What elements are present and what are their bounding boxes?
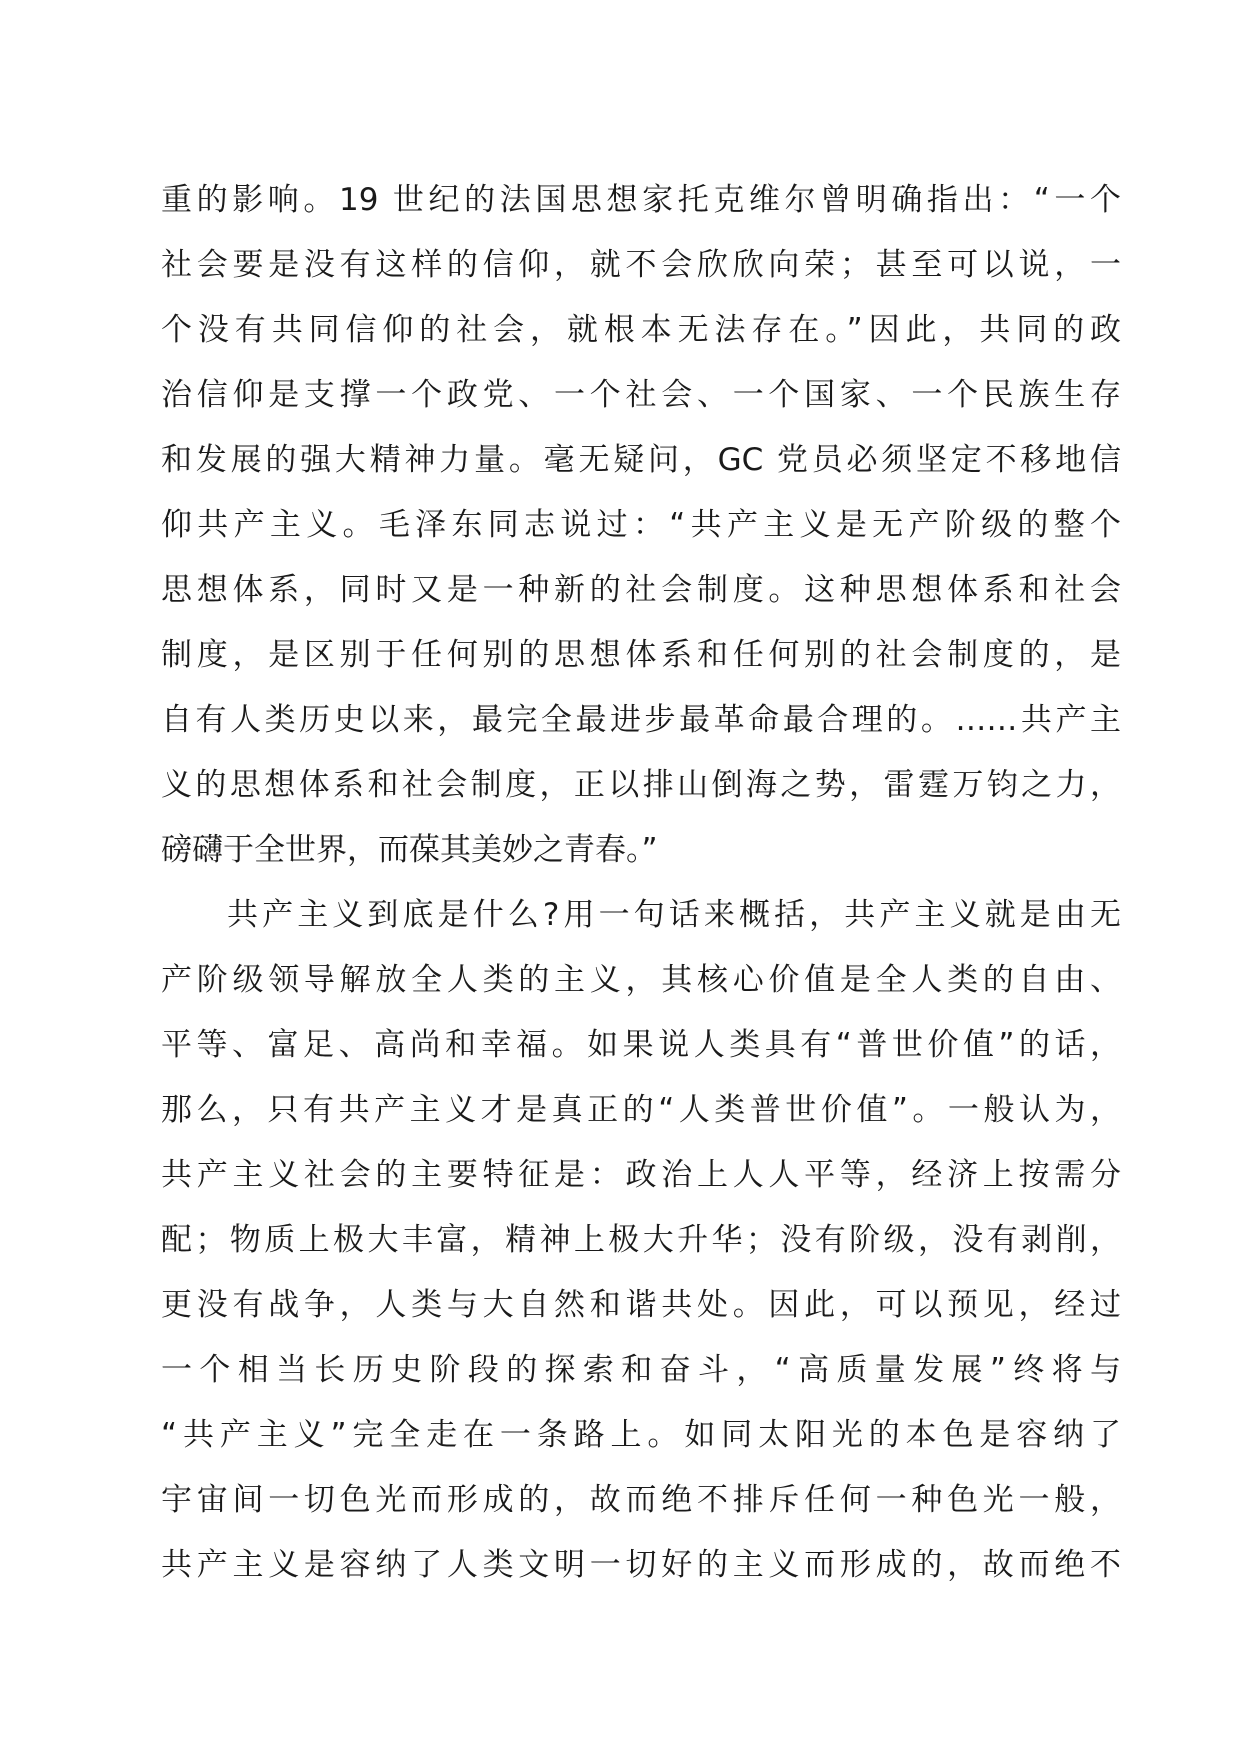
text-line: 思想体系，同时又是一种新的社会制度。这种思想体系和社会 — [161, 572, 1121, 608]
text-line: 自有人类历史以来，最完全最进步最革命最合理的。……共产主 — [161, 702, 1121, 738]
text-line: 共产主义是容纳了人类文明一切好的主义而形成的，故而绝不 — [161, 1547, 1121, 1583]
text-line: 宇宙间一切色光而形成的，故而绝不排斥任何一种色光一般， — [161, 1482, 1121, 1518]
text-line: 仰共产主义。毛泽东同志说过：“共产主义是无产阶级的整个 — [161, 507, 1121, 543]
text-line: 一个相当长历史阶段的探索和奋斗，“高质量发展”终将与 — [161, 1352, 1121, 1388]
text-line: 产阶级领导解放全人类的主义，其核心价值是全人类的自由、 — [161, 962, 1121, 998]
text-line: 制度，是区别于任何别的思想体系和任何别的社会制度的，是 — [161, 637, 1121, 673]
paragraph-2 — [161, 883, 1121, 1598]
text-line: 平等、富足、高尚和幸福。如果说人类具有“普世价值”的话， — [161, 1027, 1121, 1063]
text-line: 重的影响。19 世纪的法国思想家托克维尔曾明确指出：“一个 — [161, 182, 1121, 218]
text-line: 和发展的强大精神力量。毫无疑问，GC 党员必须坚定不移地信 — [161, 442, 1121, 478]
text-line: 治信仰是支撑一个政党、一个社会、一个国家、一个民族生存 — [161, 377, 1121, 413]
paragraph-1 — [161, 168, 1121, 883]
text-line: 义的思想体系和社会制度，正以排山倒海之势，雷霆万钧之力， — [161, 767, 1121, 803]
text-line: “共产主义”完全走在一条路上。如同太阳光的本色是容纳了 — [161, 1417, 1121, 1453]
text-line: 更没有战争，人类与大自然和谐共处。因此，可以预见，经过 — [161, 1287, 1121, 1323]
text-line: 共产主义社会的主要特征是：政治上人人平等，经济上按需分 — [161, 1157, 1121, 1193]
text-line: 配；物质上极大丰富，精神上极大升华；没有阶级，没有剥削， — [161, 1222, 1121, 1258]
text-line: 那么，只有共产主义才是真正的“人类普世价值”。一般认为， — [161, 1092, 1121, 1128]
text-line: 社会要是没有这样的信仰，就不会欣欣向荣；甚至可以说，一 — [161, 247, 1121, 283]
text-line: 个没有共同信仰的社会，就根本无法存在。”因此，共同的政 — [161, 312, 1121, 348]
text-line: 共产主义到底是什么?用一句话来概括，共产主义就是由无 — [227, 897, 1121, 933]
text-line: 磅礴于全世界，而葆其美妙之青春。” — [161, 832, 658, 868]
body-text — [161, 168, 1121, 1598]
